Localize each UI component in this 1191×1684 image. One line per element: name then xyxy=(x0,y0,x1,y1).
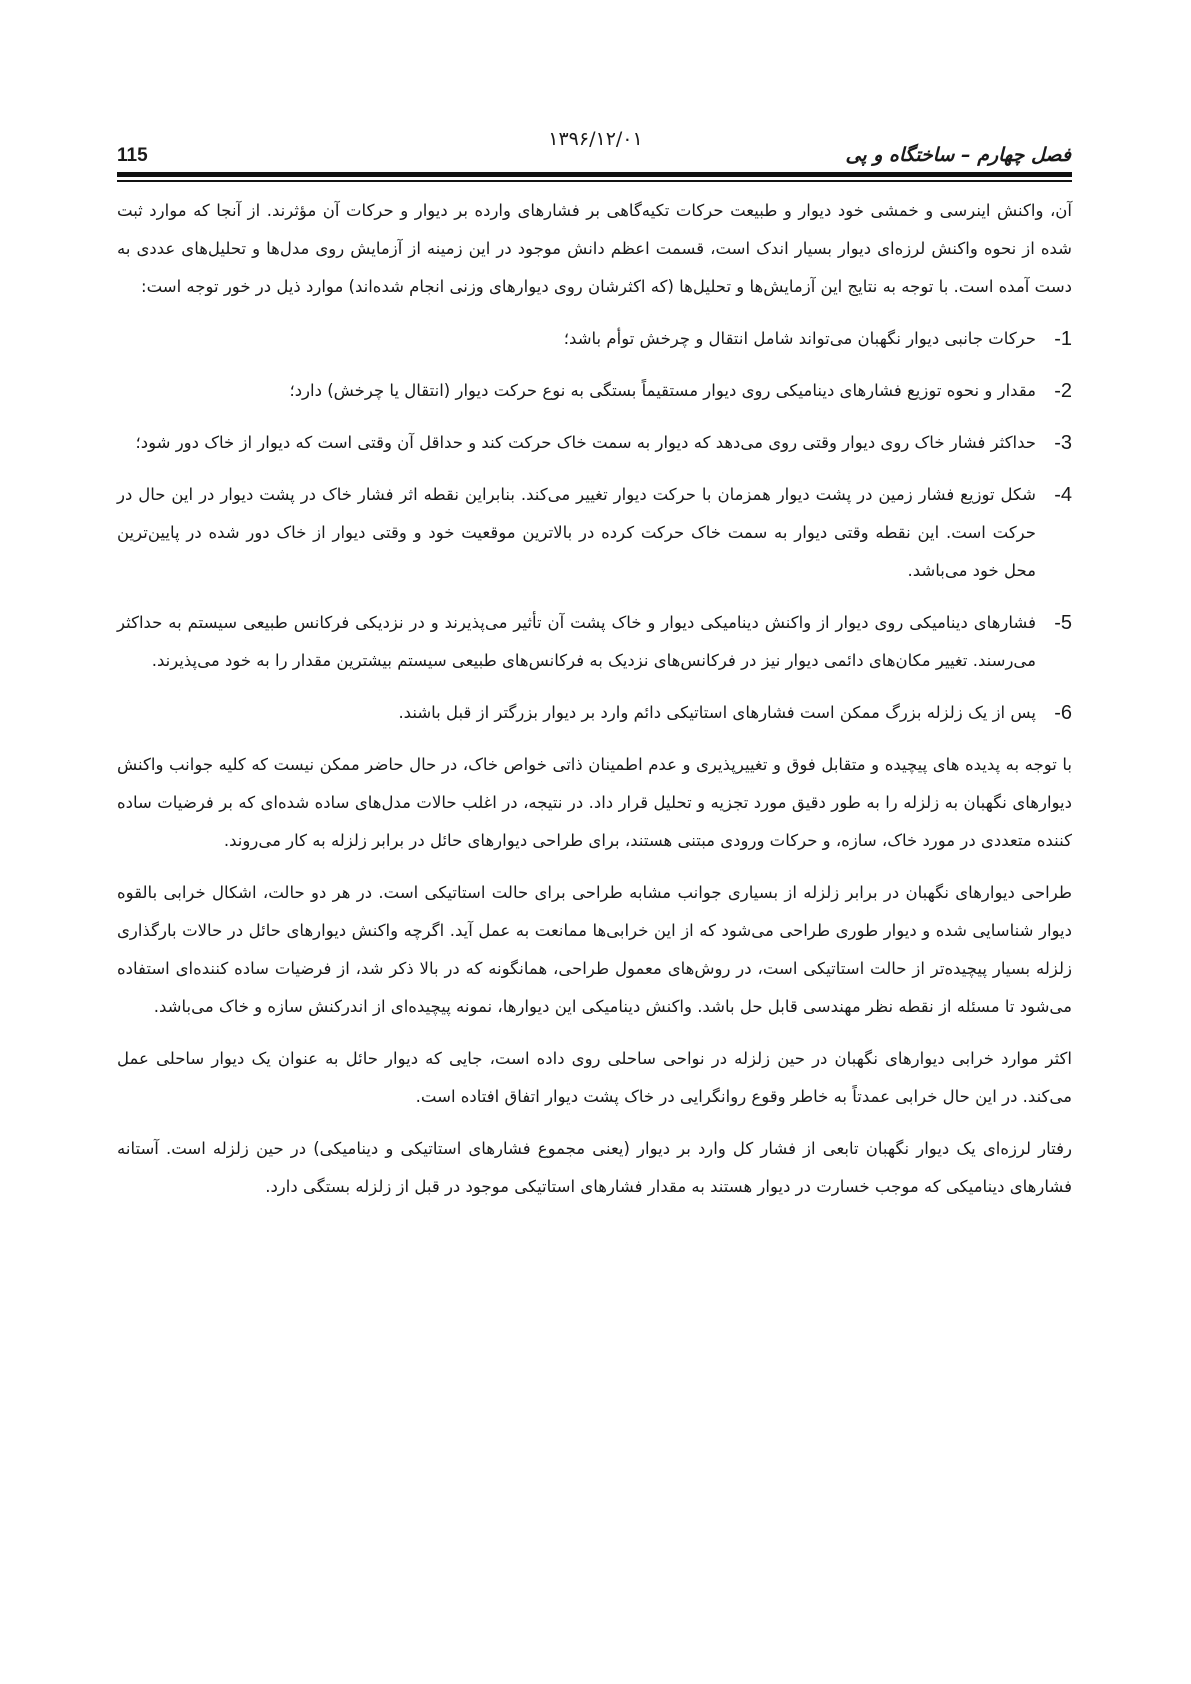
list-item xyxy=(117,424,1072,462)
list-item-number: 5- xyxy=(1054,612,1072,634)
page-number: 115 xyxy=(117,145,148,166)
list-item-text: حداکثر فشار خاک روی دیوار وقتی روی می‌دهد که دیوار به سمت خاک حرکت کند و حداقل آن وقتی است که دیوار از خاک دور شود؛ xyxy=(135,433,1036,452)
list-item-text: مقدار و نحوه توزیع فشارهای دینامیکی روی دیوار مستقیماً بستگی به نوع حرکت دیوار (انتقال یا چرخش) دارد؛ xyxy=(289,381,1036,400)
header-rule-thin xyxy=(117,180,1072,182)
list-item-number: 6- xyxy=(1054,702,1072,724)
list-item-text: شکل توزیع فشار زمین در پشت دیوار همزمان با حرکت دیوار تغییر می‌کند. بنابراین نقطه اثر فشار خاک در پشت دیوار در این حال در حرکت است. این نقطه وقتی دیوار به سمت خاک حرکت کرده در بالاترین موقعیت خود و وقتی دیوار از خاک دور شده در پایین‌ترین محل خود می‌باشد. xyxy=(117,485,1036,580)
numbered-list xyxy=(117,320,1072,732)
list-item-text: پس از یک زلزله بزرگ ممکن است فشارهای استاتیکی دائم وارد بر دیوار بزرگتر از قبل باشند. xyxy=(398,703,1036,722)
body-text xyxy=(117,192,1072,1220)
list-item xyxy=(117,476,1072,590)
list-item xyxy=(117,604,1072,680)
list-item-number: 2- xyxy=(1054,380,1072,402)
paragraph: طراحی دیوارهای نگهبان در برابر زلزله از بسیاری جوانب مشابه طراحی برای حالت استاتیکی است. در هر دو حالت، اشکال خرابی بالقوه دیوار شناسایی شده و دیوار طوری طراحی می‌شود که از این خرابی‌ها ممانعت به عمل آید. اگرچه واکنش دیوارهای حائل در حالات بارگذاری زلزله بسیار پیچیده‌تر از حالت استاتیکی است، در روش‌های معمول طراحی، همانگونه که در بالا ذکر شد، از فرضیات ساده کننده‌ای استفاده می‌شود تا مسئله از نقطه نظر مهندسی قابل حل باشد. واکنش دینامیکی این دیوارها، نمونه پیچیده‌ای از اندرکنش سازه و خاک می‌باشد. xyxy=(117,883,1072,1016)
paragraph: با توجه به پدیده های پیچیده و متقابل فوق و تغییرپذیری و عدم اطمینان ذاتی خواص خاک، در حال حاضر ممکن نیست که کلیه جوانب واکنش دیوارهای نگهبان به زلزله را به طور دقیق مورد تجزیه و تحلیل قرار داد. در نتیجه، در اغلب حالات مدل‌های ساده شده‌ای که بر فرضیات ساده کننده متعددی در مورد خاک، سازه، و حرکات ورودی مبتنی هستند، برای طراحی دیوارهای حائل در برابر زلزله به کار می‌روند. xyxy=(117,755,1072,850)
header-date: ۱۳۹۶/۱۲/۰۱ xyxy=(548,128,643,150)
paragraph: رفتار لرزه‌ای یک دیوار نگهبان تابعی از فشار کل وارد بر دیوار (یعنی مجموع فشارهای استاتیکی و دینامیکی) در حین زلزله است. آستانه فشارهای دینامیکی که موجب خسارت در دیوار هستند به مقدار فشارهای استاتیکی موجود در قبل از زلزله بستگی دارد. xyxy=(117,1139,1072,1196)
list-item-number: 3- xyxy=(1054,432,1072,454)
paragraph: اکثر موارد خرابی دیوارهای نگهبان در حین زلزله در نواحی ساحلی روی داده است، جایی که دیوار حائل به عنوان یک دیوار ساحلی عمل می‌کند. در این حال خرابی عمدتاً به خاطر وقوع روانگرایی در خاک پشت دیوار اتفاق افتاده است. xyxy=(117,1049,1072,1106)
intro-paragraph: آن، واکنش اینرسی و خمشی خود دیوار و طبیعت حرکات تکیه‌گاهی بر فشارهای وارده بر دیوار و حرکات آن مؤثرند. از آنجا که موارد ثبت شده از نحوه واکنش لرزه‌ای دیوار بسیار اندک است، قسمت اعظم دانش موجود در این زمینه از آزمایش روی مدل‌ها و تحلیل‌های عددی به دست آمده است. با توجه به نتایج این آزمایش‌ها و تحلیل‌ها (که اکثرشان روی دیوارهای وزنی انجام شده‌اند) موارد ذیل در خور توجه است: xyxy=(117,201,1072,296)
chapter-title: فصل چهارم – ساختگاه و پی xyxy=(845,144,1071,166)
list-item-text: حرکات جانبی دیوار نگهبان می‌تواند شامل انتقال و چرخش توأم باشد؛ xyxy=(563,329,1036,348)
list-item-number: 1- xyxy=(1054,328,1072,350)
list-item xyxy=(117,320,1072,358)
list-item-number: 4- xyxy=(1054,484,1072,506)
list-item xyxy=(117,372,1072,410)
list-item xyxy=(117,694,1072,732)
header-rule-thick xyxy=(117,172,1072,177)
list-item-text: فشارهای دینامیکی روی دیوار از واکنش دینامیکی دیوار و خاک پشت آن تأثیر می‌پذیرند و در نزدیکی فرکانس طبیعی سیستم به حداکثر می‌رسند. تغییر مکان‌های دائمی دیوار نیز در فرکانس‌های نزدیک به فرکانس‌های طبیعی سیستم بیشترین مقدار را به خود می‌پذیرند. xyxy=(117,613,1036,670)
